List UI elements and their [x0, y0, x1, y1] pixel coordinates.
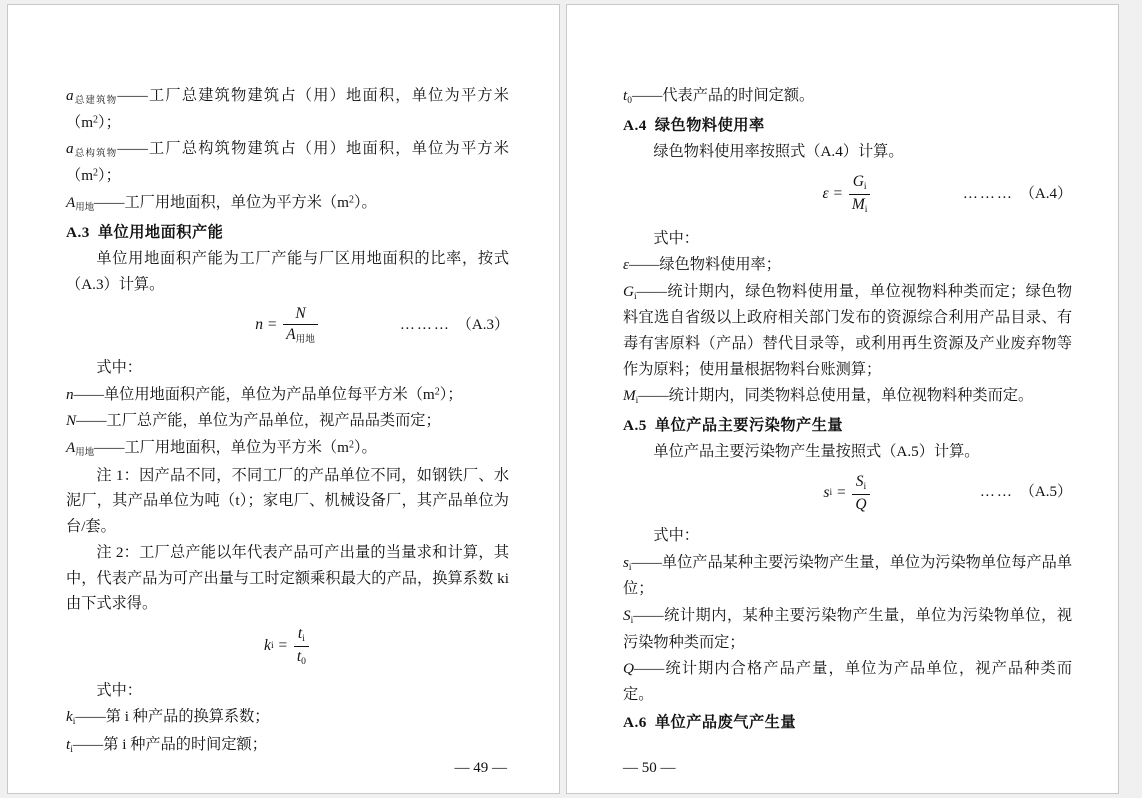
symbol: $t_0$: [623, 87, 632, 107]
symbol: n: [66, 385, 74, 403]
definition-text: ——代表产品的时间定额。: [631, 87, 815, 104]
formula-number-a4: [963, 182, 1072, 207]
definition-line: [66, 408, 509, 434]
definition-line: [66, 732, 509, 759]
definition-line: [66, 190, 509, 217]
symbol: Q: [623, 660, 634, 678]
definition-text: ——第 i 种产品的换算系数；: [75, 708, 270, 726]
page-number-left: — 49 —: [454, 760, 507, 776]
formula-expression: n = $\frac{N}{A_{用地}}$: [255, 305, 320, 345]
symbol: $G_i$: [623, 282, 637, 302]
paragraph: 式中：: [653, 229, 699, 247]
paragraph: 单位产品主要污染物产生量按照式（A.5）计算。: [653, 443, 980, 461]
definition-line: [623, 603, 1072, 655]
definition-text: ——工厂总产能，单位为产品单位，视产品品类而定；: [76, 412, 441, 430]
paragraph: 单位用地面积产能为工厂产能与厂区用地面积的比率，按式（A.3）计算。: [66, 250, 509, 293]
section-number: A.3: [66, 223, 90, 241]
symbol: $A_{用地}$: [66, 193, 95, 213]
definition-text: ——统计期内，某种主要污染物产生量，单位为污染物单位，视污染物种类而定；: [623, 607, 1072, 651]
definition-text: ——单位用地面积产能，单位为产品单位每平方米$(m^2)$；: [73, 385, 463, 403]
equation-number: （A.4）: [1019, 185, 1072, 202]
section-heading-a4: [623, 113, 1072, 139]
paragraph: 式中：: [653, 527, 699, 545]
symbol: $a_{总构筑物}$: [66, 140, 118, 160]
symbol: $s_i$: [623, 553, 632, 573]
leader-dots: ……: [979, 484, 1014, 501]
section-heading-a3: [66, 220, 509, 246]
section-title: 绿色物料使用率: [654, 116, 765, 134]
equation-number: （A.5）: [1019, 484, 1072, 501]
definition-line: [623, 550, 1072, 602]
definition-text: ——工厂总构筑物建筑占（用）地面积，单位为平方米$(m^2)$；: [66, 140, 509, 185]
definition-line: [66, 83, 509, 135]
section-title: 单位产品主要污染物产生量: [654, 416, 844, 434]
formula-expression: k i = $\frac{t_i}{t_0}$: [264, 625, 311, 668]
leader-dots: ………: [399, 316, 451, 333]
definition-text: ——单位产品某种主要污染物产生量，单位为污染物单位每产品单位；: [623, 553, 1072, 598]
symbol: $M_i$: [623, 387, 639, 407]
page-left-content: [66, 83, 509, 759]
symbol: $S_i$: [623, 607, 634, 627]
definition-text: ——工厂总建筑物建筑占（用）地面积，单位为平方米$(m^2)$；: [66, 87, 509, 131]
section-number: A.6: [623, 714, 647, 732]
leader-dots: ………: [962, 185, 1014, 202]
section-number: A.4: [623, 116, 647, 134]
formula-a5: [623, 473, 1072, 513]
definition-line: [623, 83, 1072, 110]
definition-line: [66, 136, 509, 188]
formula-a4: [623, 173, 1072, 216]
section-heading-a6: [623, 710, 1072, 736]
page-right-content: [623, 83, 1072, 759]
definition-text: ——统计期内，绿色物料使用量，单位视物料种类而定；绿色物料宜选自省级以上政府相关部门发布的资源综合利用产品目录、有毒有害原料（产品）替代目录等，或利用再生资源及产业废弃物等作为原料；使用量根据物料台账测算；: [623, 282, 1072, 378]
formula-expression: s i = $\frac{S_i}{Q}$: [823, 473, 871, 513]
paragraph: 式中：: [96, 681, 142, 699]
paragraph: 式中：: [96, 359, 142, 377]
formula-number-a5: [980, 480, 1072, 505]
symbol: ε: [623, 256, 629, 274]
formula-expression: ε = $\frac{G_i}{M_i}$: [823, 173, 873, 216]
definition-text: ——绿色物料使用率；: [629, 256, 781, 274]
section-title: 单位产品废气产生量: [654, 714, 797, 732]
symbol: N: [66, 412, 77, 430]
symbol: $a_{总建筑物}$: [66, 87, 118, 107]
section-heading-a5: [623, 413, 1072, 439]
symbol: $k_i$: [66, 708, 76, 728]
formula-ki: [66, 625, 509, 668]
formula-a3: [66, 305, 509, 345]
definition-line: [623, 383, 1072, 410]
definition-line: [623, 252, 1072, 278]
section-number: A.5: [623, 416, 647, 434]
equation-number: （A.3）: [456, 316, 509, 333]
definition-line: [623, 656, 1072, 707]
note-1: 注 1：因产品不同，不同工厂的产品单位不同，如钢铁厂、水泥厂，其产品单位为吨（t）；家电厂、机械设备厂，其产品单位为台/套。: [66, 466, 509, 535]
definition-text: ——统计期内合格产品产量，单位为产品单位，视产品种类而定。: [623, 660, 1072, 703]
paragraph: 绿色物料使用率按照式（A.4）计算。: [653, 143, 904, 161]
section-title: 单位用地面积产能: [97, 223, 224, 241]
page-number-right: — 50 —: [623, 760, 676, 776]
symbol: $t_i$: [66, 735, 73, 755]
symbol: $A_{用地}$: [66, 438, 95, 458]
definition-text: ——统计期内，同类物料总使用量，单位视物料种类而定。: [638, 387, 1034, 405]
definition-line: [66, 382, 509, 408]
definition-text: ——工厂用地面积，单位为平方米$(m^2)$。: [94, 438, 377, 456]
definition-line: [623, 279, 1072, 382]
definition-line: [66, 704, 509, 731]
definition-text: ——工厂用地面积，单位为平方米$(m^2)$。: [94, 193, 377, 211]
definition-line: [66, 435, 509, 462]
page-left: [7, 4, 560, 794]
formula-number-a3: [400, 313, 509, 338]
note-2: 注 2：工厂总产能以年代表产品可产出量的当量求和计算，其中，代表产品为可产出量与工时定额乘积最大的产品，换算系数 ki 由下式求得。: [66, 544, 509, 613]
definition-text: ——第 i 种产品的时间定额；: [72, 735, 267, 753]
page-right: [566, 4, 1119, 794]
